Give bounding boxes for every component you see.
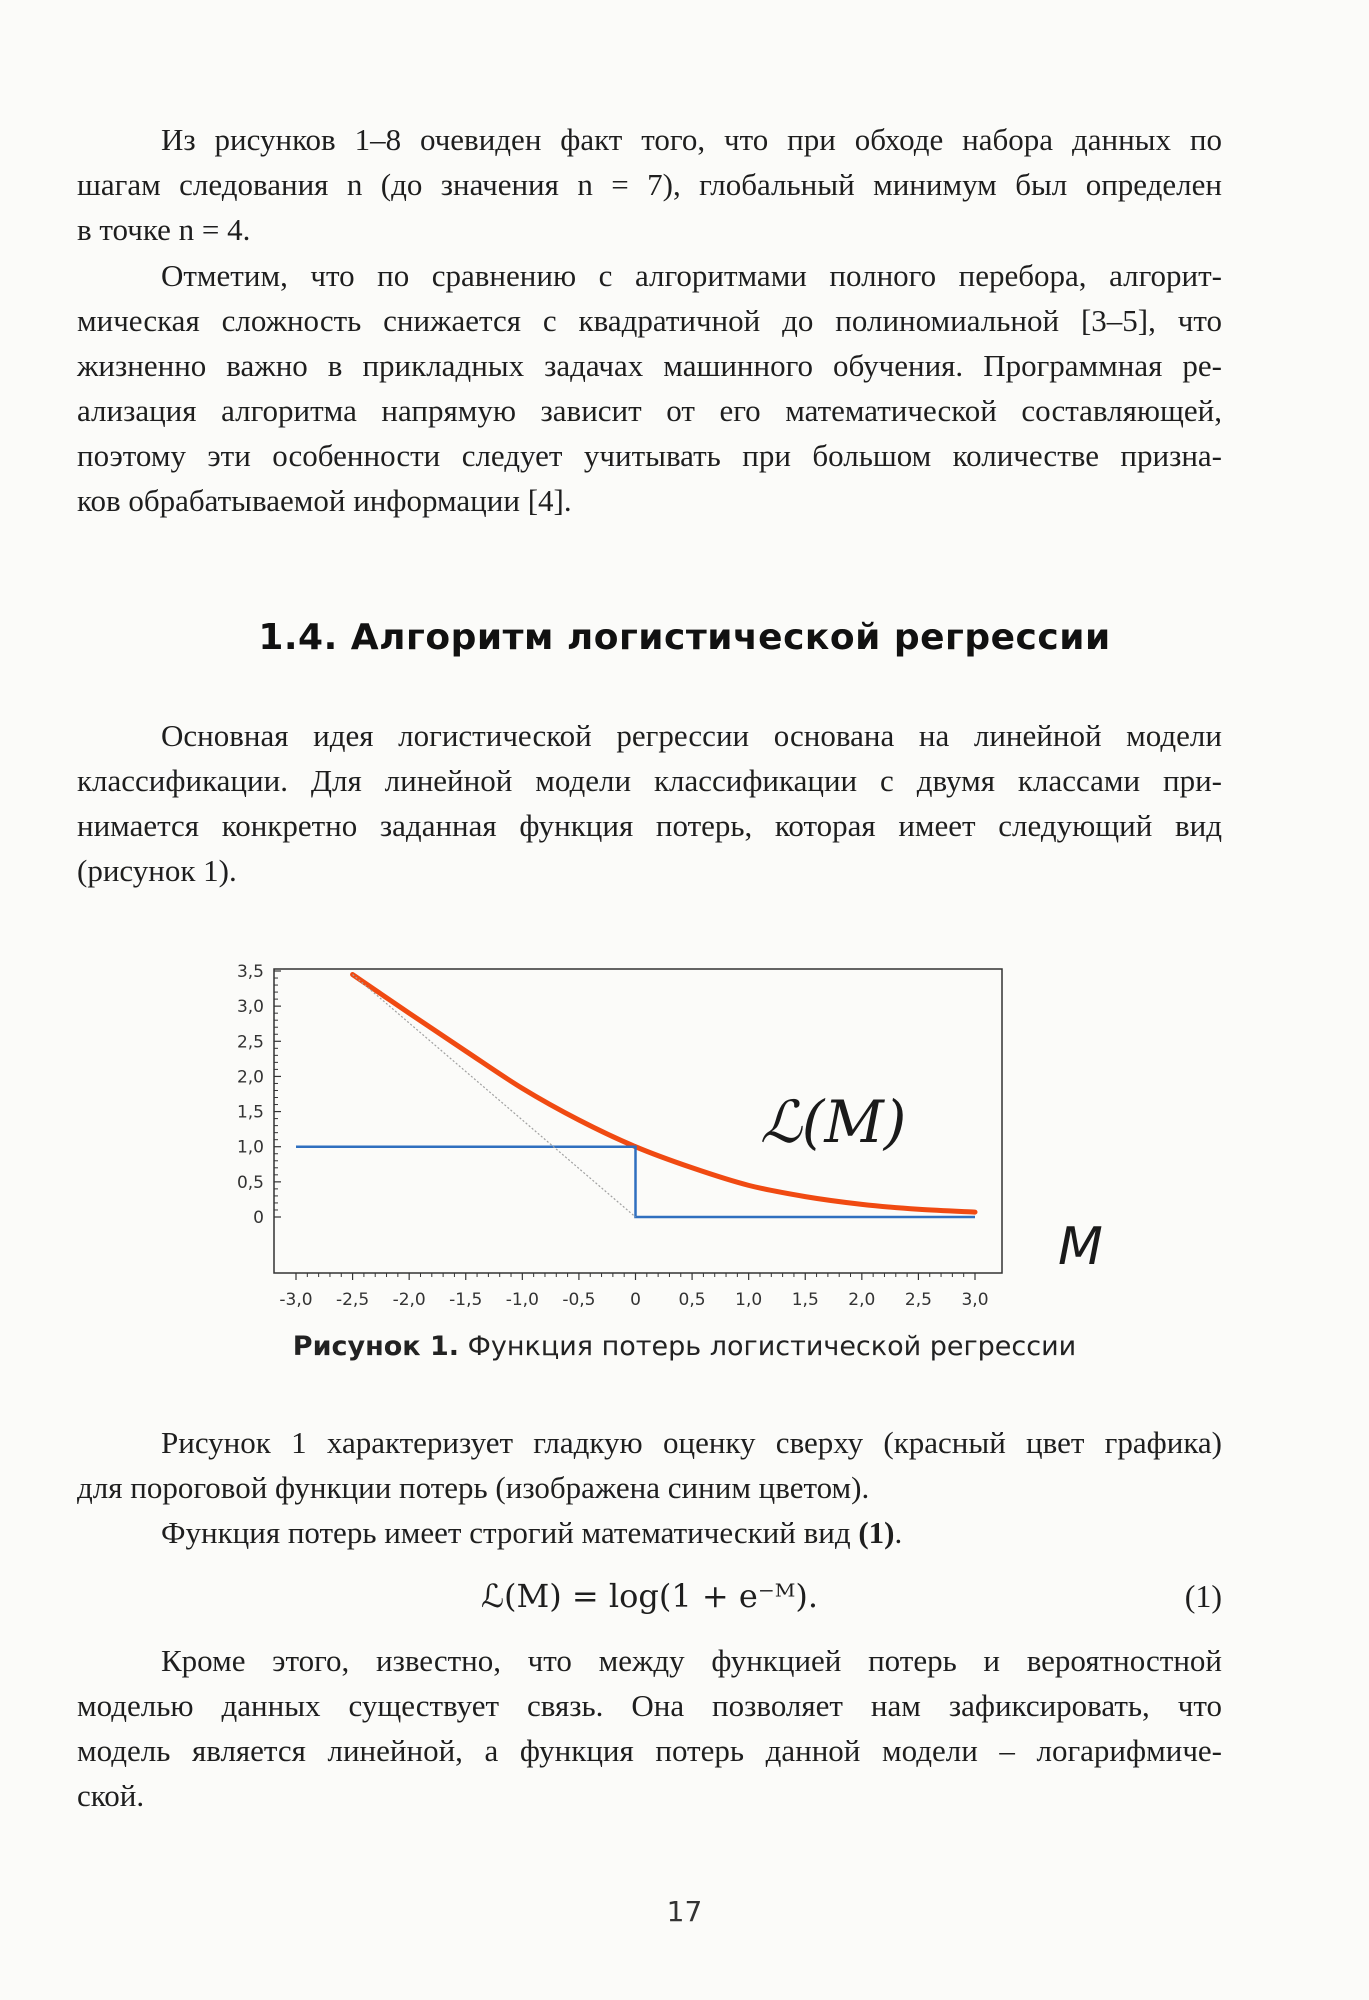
x-tick-label: 2,5	[904, 1290, 932, 1310]
formula-expression: ℒ(M) = log(1 + e⁻ᴹ).	[480, 1577, 819, 1615]
formula-ref: (1)	[858, 1515, 895, 1550]
text-line: Рисунок 1 характеризует гладкую оценку сверху (красный цвет графика)	[161, 1425, 1222, 1460]
x-axis-label: M	[1058, 1217, 1103, 1277]
y-tick-label: 1,0	[236, 1137, 264, 1158]
text-line: шагам следования n (до значения n = 7), глобальный минимум был определен	[77, 167, 1222, 202]
formula-intro-tail: .	[894, 1515, 903, 1550]
caption-text: Функция потерь логистической регрессии	[459, 1331, 1077, 1362]
y-tick-label: 0,5	[236, 1172, 264, 1193]
y-tick-label: 2,5	[236, 1032, 264, 1053]
x-tick-label: 0,5	[678, 1290, 706, 1310]
formula-block	[77, 1573, 1222, 1619]
y-tick-label: 3,5	[236, 962, 264, 982]
paragraph-conclusion	[77, 1638, 1222, 1818]
page-number: 17	[666, 1895, 703, 1928]
text-line: в точке n = 4.	[77, 212, 251, 247]
text-line: Кроме этого, известно, что между функцией потерь и вероятностной	[161, 1643, 1222, 1678]
x-tick-label: 2,0	[848, 1290, 876, 1310]
formula-intro-text: Функция потерь имеет строгий математический вид	[161, 1515, 859, 1550]
paragraph-complexity	[77, 253, 1222, 523]
loss-chart-svg	[200, 952, 1140, 1332]
paragraph-formula-intro	[77, 1510, 1222, 1555]
text-line: Основная идея логистической регрессии основана на линейной модели	[161, 718, 1222, 753]
x-tick-label: -2,5	[335, 1290, 370, 1310]
x-tick-label: -1,0	[505, 1290, 539, 1310]
curve-label: ℒ(M)	[760, 1088, 907, 1156]
x-tick-label: 3,0	[961, 1290, 989, 1310]
x-tick-label: 1,5	[791, 1290, 819, 1310]
text-line: (рисунок 1).	[77, 853, 237, 888]
x-tick-label: -3,0	[279, 1290, 313, 1310]
text-line: моделью данных существует связь. Она позволяет нам зафиксировать, что	[77, 1688, 1222, 1723]
text-line: для пороговой функции потерь (изображена синим цветом).	[77, 1470, 870, 1505]
text-line: ской.	[77, 1778, 145, 1813]
y-tick-label: 2,0	[236, 1067, 264, 1088]
figure-loss-chart	[200, 952, 1140, 1332]
text-line: нимается конкретно заданная функция потерь, которая имеет следующий вид	[77, 808, 1222, 843]
y-tick-label: 3,0	[236, 997, 264, 1018]
paragraph-intro	[77, 117, 1222, 252]
x-tick-label: -1,5	[449, 1290, 483, 1310]
formula-number: (1)	[1184, 1578, 1222, 1614]
text-line: классификации. Для линейной модели классификации с двумя классами при-	[77, 763, 1222, 798]
text-line: Отметим, что по сравнению с алгоритмами полного перебора, алгорит-	[161, 258, 1222, 293]
text-line: модель является линейной, а функция потерь данной модели – логарифмиче-	[77, 1733, 1222, 1768]
paragraph-figure-description	[77, 1420, 1222, 1510]
text-line	[77, 1510, 1222, 1555]
series-linear-asymptote	[353, 975, 636, 1217]
text-line: поэтому эти особенности следует учитывать при большом количестве призна-	[77, 438, 1222, 473]
y-tick-label: 0	[253, 1208, 264, 1228]
paragraph-main-idea	[77, 713, 1222, 893]
x-tick-label: 0	[630, 1290, 641, 1310]
text-line: мическая сложность снижается с квадратичной до полиномиальной [3–5], что	[77, 303, 1222, 338]
text-line: жизненно важно в прикладных задачах машинного обучения. Программная ре-	[77, 348, 1222, 383]
text-line: ков обрабатываемой информации [4].	[77, 483, 572, 518]
y-tick-label: 1,5	[236, 1102, 264, 1123]
figure-caption	[0, 1331, 1369, 1362]
x-tick-label: -0,5	[562, 1290, 596, 1310]
x-tick-label: 1,0	[735, 1290, 763, 1310]
section-heading: 1.4. Алгоритм логистической регрессии	[258, 617, 1111, 658]
x-tick-label: -2,0	[392, 1290, 426, 1310]
text-line: Из рисунков 1–8 очевиден факт того, что при обходе набора данных по	[161, 122, 1222, 157]
text-line: ализация алгоритма напрямую зависит от его математической составляющей,	[77, 393, 1222, 428]
caption-label: Рисунок 1.	[292, 1331, 460, 1362]
